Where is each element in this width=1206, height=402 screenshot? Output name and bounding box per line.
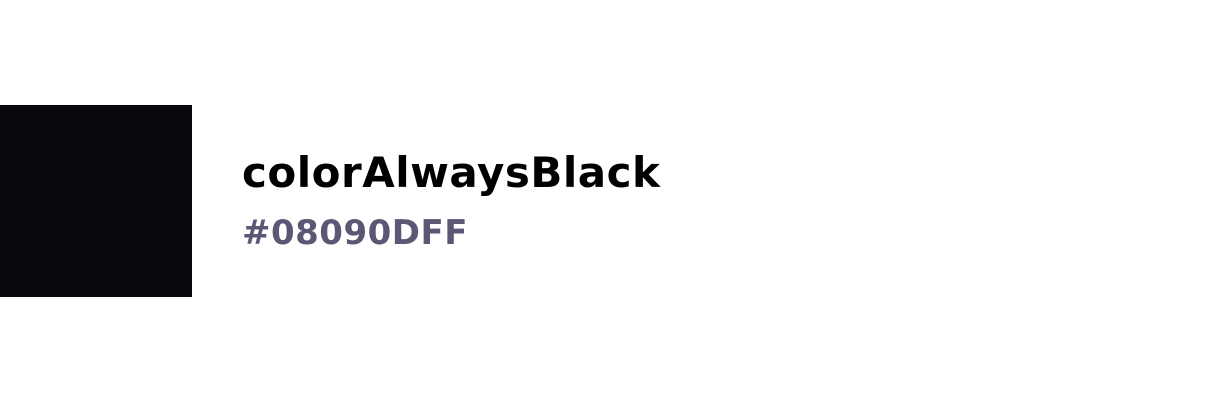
color-info [242,150,660,252]
color-name: colorAlwaysBlack [242,148,661,197]
color-hex-value: #08090DFF [242,213,468,253]
color-swatch-row [0,105,660,297]
color-swatch [0,105,192,297]
